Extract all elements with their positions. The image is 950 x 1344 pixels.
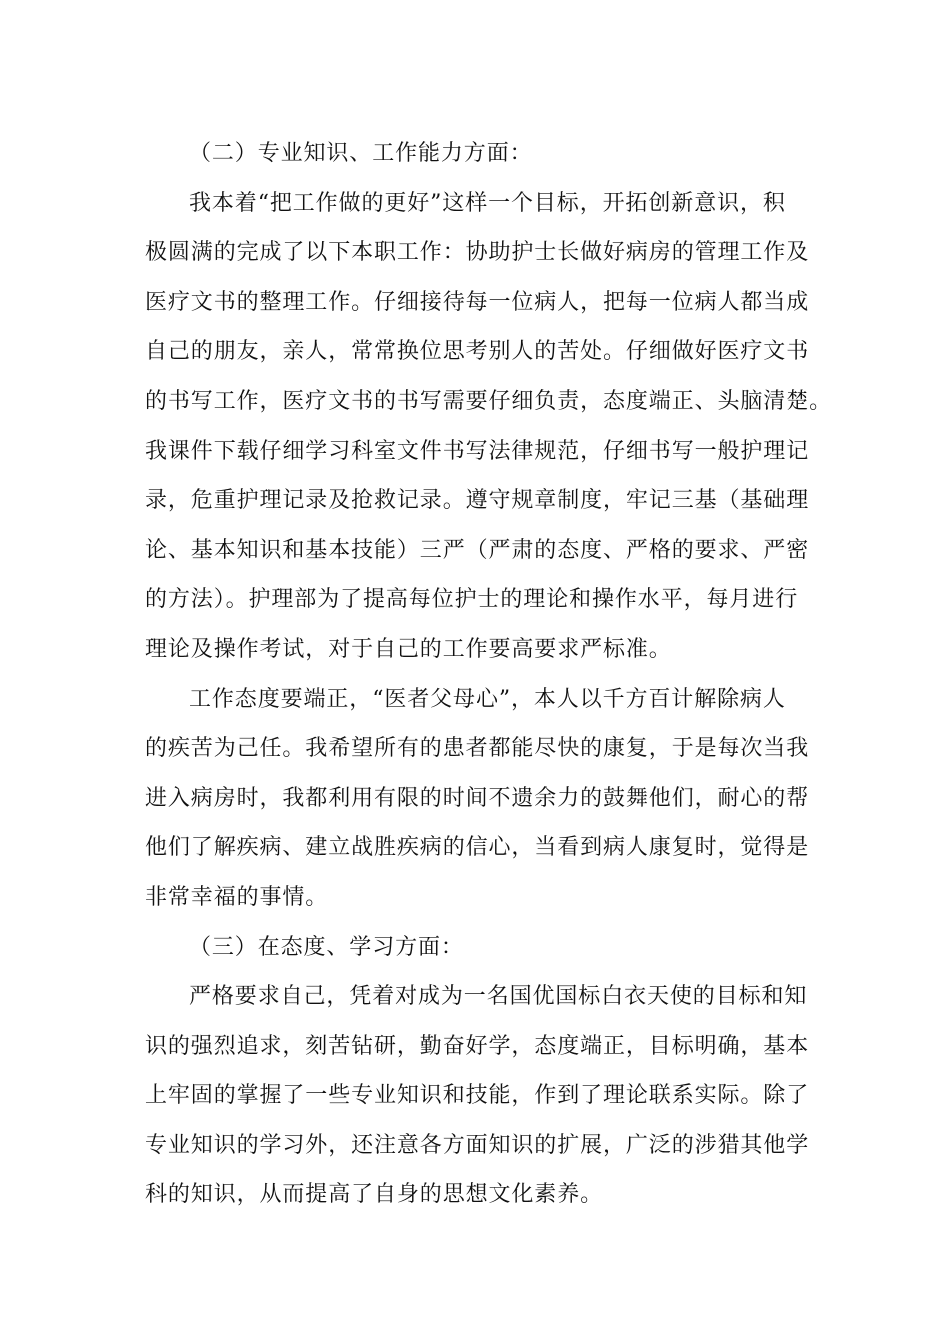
paragraph-line: 的书写工作，医疗文书的书写需要仔细负责，态度端正、头脑清楚。 (145, 388, 833, 414)
paragraph-line: 极圆满的完成了以下本职工作：协助护士长做好病房的管理工作及 (145, 240, 810, 266)
paragraph-line: 我课件下载仔细学习科室文件书写法律规范，仔细书写一般护理记 (145, 438, 810, 464)
document-body (145, 129, 833, 1220)
paragraph-line: 录，危重护理记录及抢救记录。遵守规章制度，牢记三基（基础理 (145, 488, 810, 514)
paragraph-line: 工作态度要端正，“医者父母心”，本人以千方百计解除病人 (189, 686, 786, 712)
paragraph-line: 他们了解疾病、建立战胜疾病的信心，当看到病人康复时，觉得是 (145, 835, 810, 861)
paragraph-line: 严格要求自己，凭着对成为一名国优国标白衣天使的目标和知 (189, 984, 808, 1010)
paragraph-line: 专业知识的学习外，还注意各方面知识的扩展，广泛的涉猎其他学 (145, 1132, 810, 1158)
paragraph-line: 医疗文书的整理工作。仔细接待每一位病人，把每一位病人都当成 (145, 289, 810, 315)
paragraph-line: 我本着“把工作做的更好”这样一个目标，开拓创新意识，积 (189, 190, 786, 216)
paragraph-line: 非常幸福的事情。 (145, 884, 329, 910)
paragraph-line: 识的强烈追求，刻苦钻研，勤奋好学，态度端正，目标明确，基本 (145, 1033, 810, 1059)
paragraph-line: 上牢固的掌握了一些专业知识和技能，作到了理论联系实际。除了 (145, 1083, 810, 1109)
paragraph-line: 理论及操作考试，对于自己的工作要高要求严标准。 (145, 636, 672, 662)
paragraph-line: 的疾苦为己任。我希望所有的患者都能尽快的康复，于是每次当我 (145, 736, 810, 762)
section-heading-3: （三）在态度、学习方面： (189, 934, 464, 960)
paragraph-line: 进入病房时，我都利用有限的时间不遗余力的鼓舞他们，耐心的帮 (145, 785, 810, 811)
paragraph-line: 论、基本知识和基本技能）三严（严肃的态度、严格的要求、严密 (145, 537, 810, 563)
paragraph-line: 的方法）。护理部为了提高每位护士的理论和操作水平，每月进行 (145, 587, 799, 613)
paragraph-line: 科的知识，从而提高了自身的思想文化素养。 (145, 1182, 604, 1208)
paragraph-line: 自己的朋友，亲人，常常换位思考别人的苦处。仔细做好医疗文书 (145, 339, 810, 365)
section-heading-2: （二）专业知识、工作能力方面： (189, 141, 533, 166)
